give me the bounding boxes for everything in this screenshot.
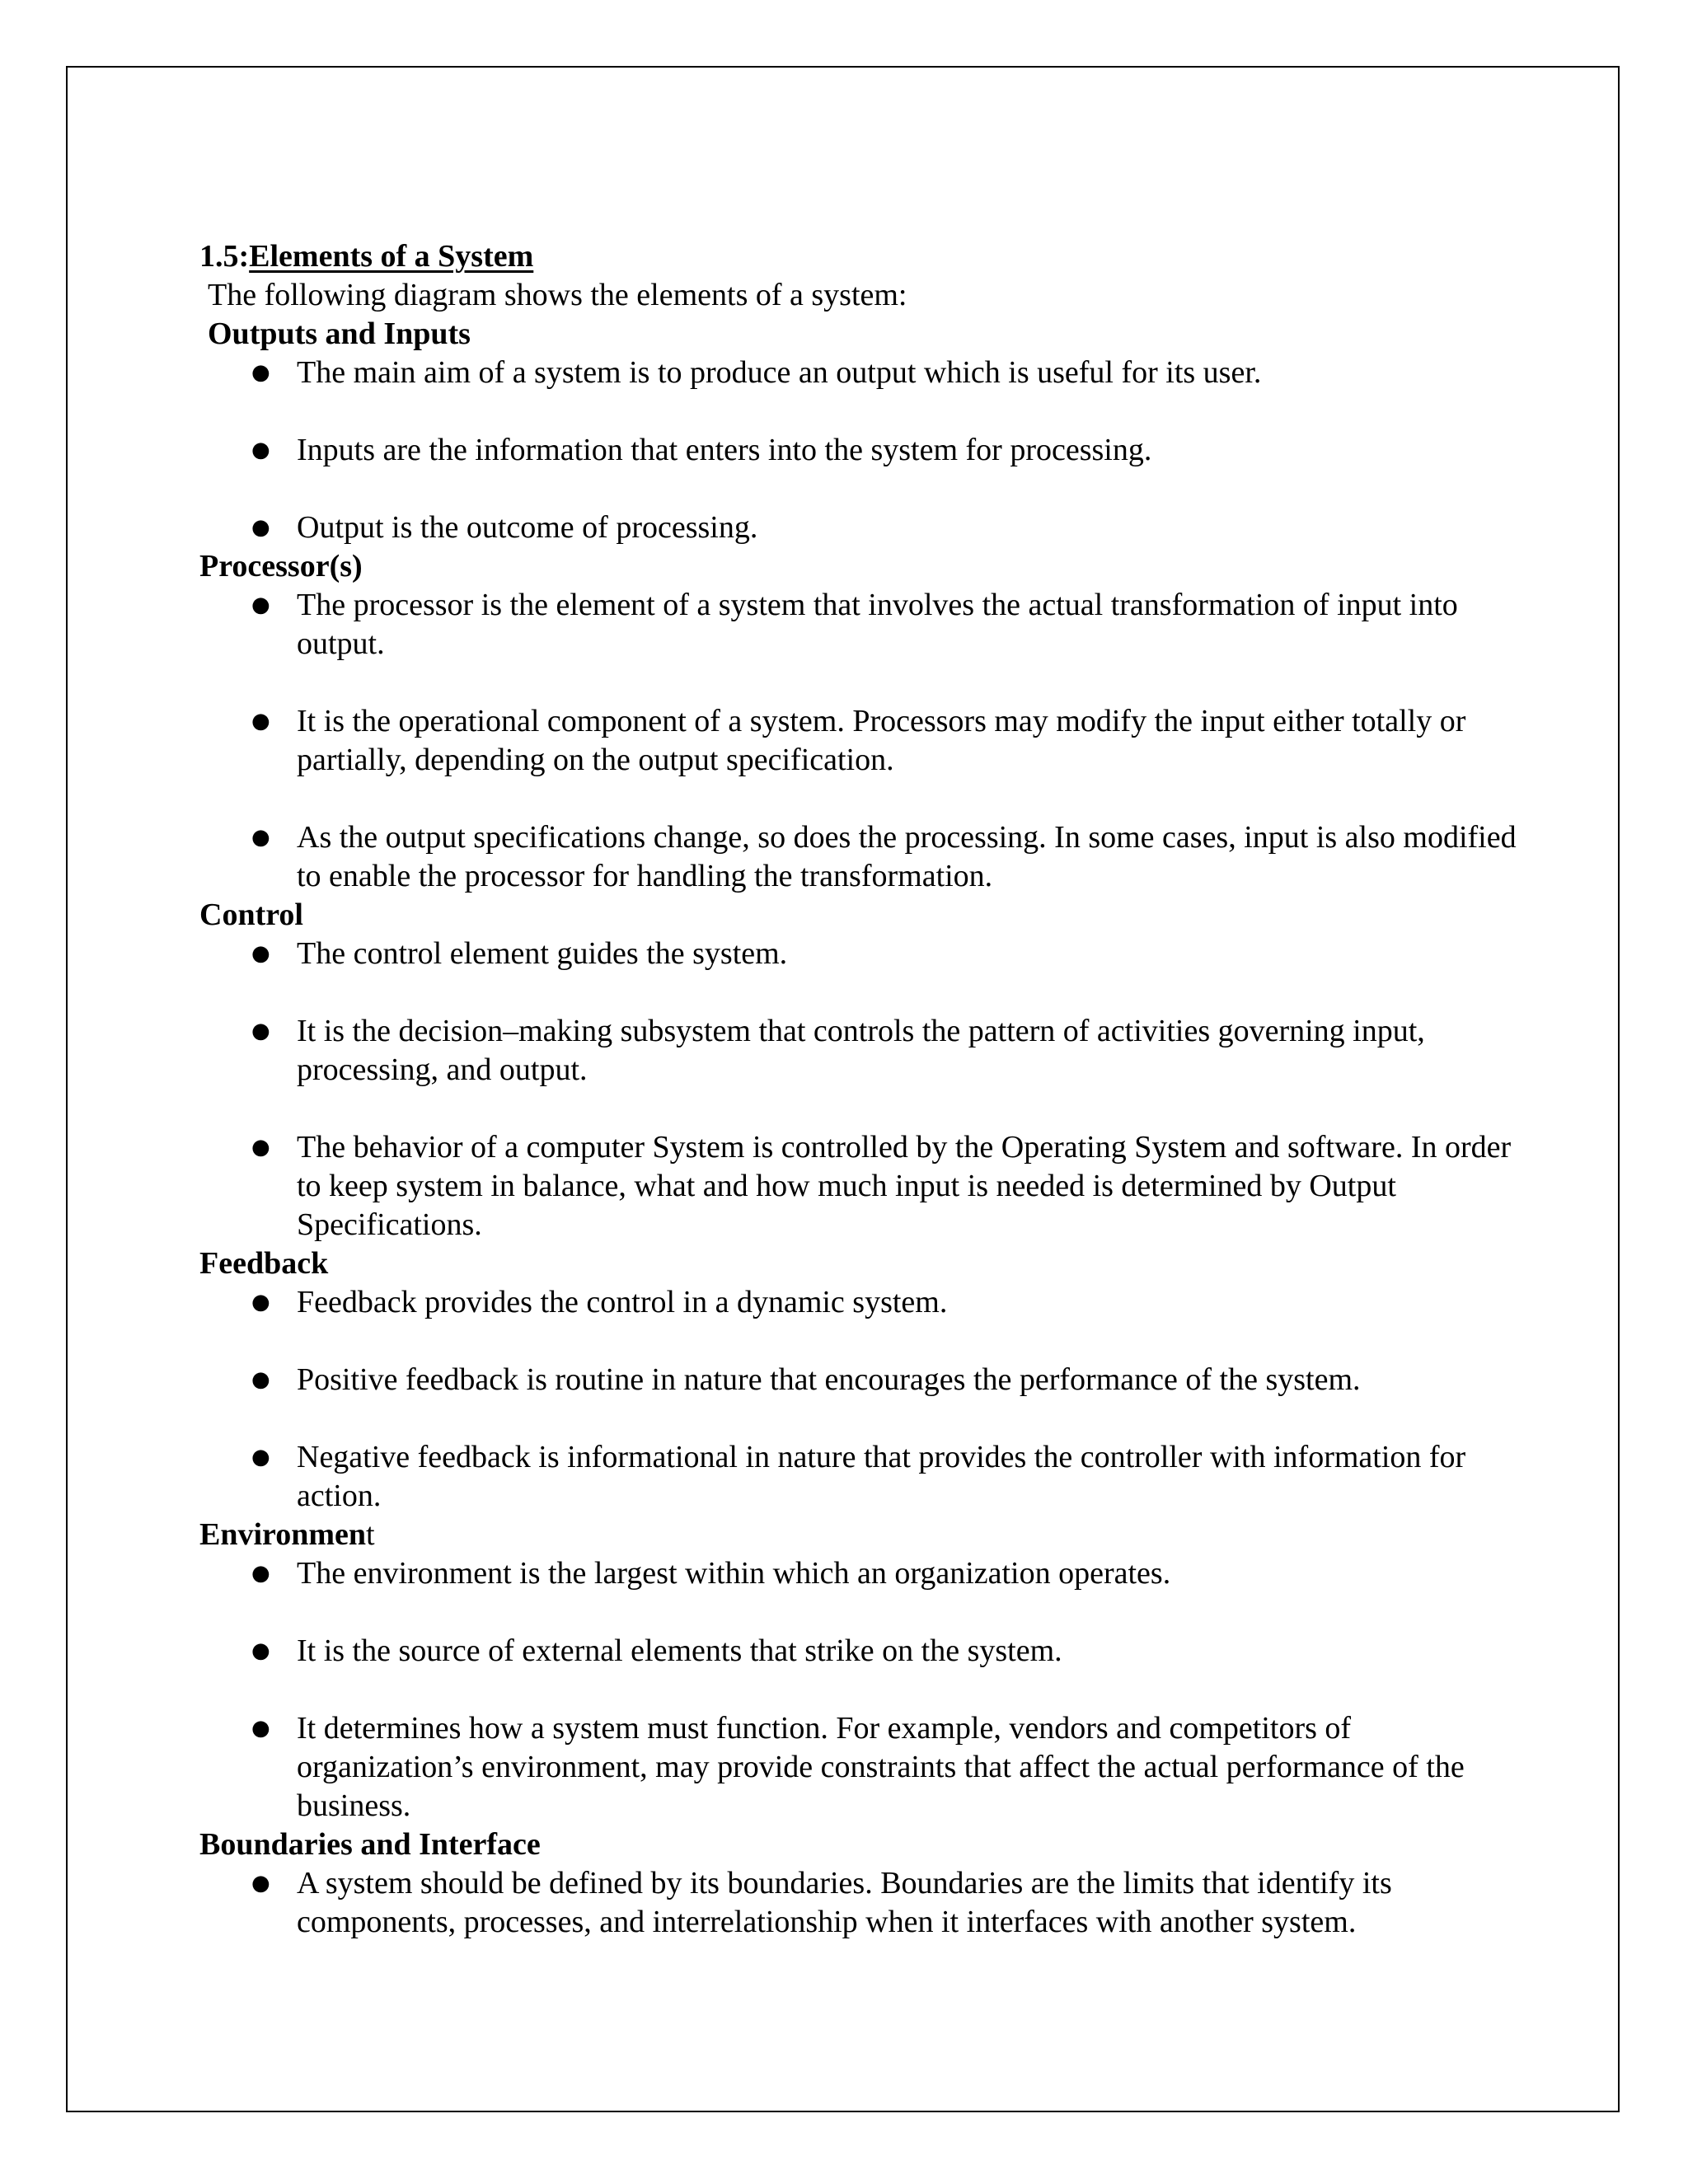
list-item (199, 1012, 1518, 1090)
bullet-icon: ● (251, 1367, 270, 1392)
bullet-icon: ● (251, 515, 270, 540)
list-item-text: Inputs are the information that enters into the system for processing. (297, 433, 1152, 467)
heading-environment-bold: Environmen (199, 1517, 367, 1552)
document-body (199, 237, 1518, 1942)
bullet-icon: ● (251, 825, 270, 850)
list-item-text: The control element guides the system. (297, 936, 788, 971)
list-outputs-inputs (199, 354, 1518, 547)
heading-environment (199, 1516, 1518, 1554)
bullet-icon: ● (251, 1135, 270, 1160)
section-title-text: Elements of a System (249, 239, 534, 274)
list-feedback (199, 1283, 1518, 1516)
bullet-icon: ● (251, 1445, 270, 1469)
section-number: 1.5: (199, 239, 250, 274)
list-item (199, 1709, 1518, 1825)
bullet-icon: ● (251, 1561, 270, 1586)
list-item (199, 702, 1518, 780)
list-item-text: Feedback provides the control in a dynamic system. (297, 1285, 948, 1319)
list-item (199, 1128, 1518, 1244)
list-item (199, 1283, 1518, 1322)
list-item-text: It is the decision–making subsystem that controls the pattern of activities governing input, processing, and output. (297, 1014, 1425, 1087)
bullet-icon: ● (251, 593, 270, 617)
list-item-text: Positive feedback is routine in nature that encourages the performance of the system. (297, 1362, 1361, 1397)
list-item (199, 935, 1518, 973)
bullet-icon: ● (251, 709, 270, 733)
bullet-icon: ● (251, 1871, 270, 1896)
list-boundaries-interface (199, 1864, 1518, 1942)
intro-text: The following diagram shows the elements of a system: (208, 278, 907, 312)
list-item (199, 354, 1518, 392)
list-item-text: The main aim of a system is to produce an output which is useful for its user. (297, 355, 1262, 390)
list-item-text: It is the source of external elements that strike on the system. (297, 1633, 1062, 1668)
list-control (199, 935, 1518, 1244)
list-item-text: A system should be defined by its boundaries. Boundaries are the limits that identify its components, processes, and interrelationship when it interfaces with another system. (297, 1866, 1392, 1939)
heading-outputs-inputs: Outputs and Inputs (208, 316, 471, 351)
list-item (199, 586, 1518, 663)
list-item (199, 1632, 1518, 1671)
bullet-icon: ● (251, 438, 270, 462)
bullet-icon: ● (251, 1290, 270, 1315)
list-item (199, 431, 1518, 470)
list-item-text: The environment is the largest within which an organization operates. (297, 1556, 1171, 1591)
list-item-text: The processor is the element of a system that involves the actual transformation of input into output. (297, 588, 1458, 661)
list-item-text: It is the operational component of a system. Processors may modify the input either totally or partially, depending on the output specification. (297, 704, 1466, 777)
list-item-text: As the output specifications change, so does the processing. In some cases, input is also modified to enable the processor for handling the transformation. (297, 820, 1517, 893)
bullet-icon: ● (251, 1716, 270, 1741)
list-environment (199, 1554, 1518, 1825)
section-title (199, 237, 1518, 276)
list-item (199, 1864, 1518, 1942)
bullet-icon: ● (251, 1638, 270, 1663)
list-item-text: The behavior of a computer System is controlled by the Operating System and software. In order to keep system in balance, what and how much input is needed is determined by Output Specifications. (297, 1130, 1512, 1242)
list-item (199, 509, 1518, 547)
list-processors (199, 586, 1518, 896)
heading-boundaries-interface: Boundaries and Interface (199, 1827, 541, 1862)
heading-processors: Processor(s) (199, 549, 363, 583)
bullet-icon: ● (251, 360, 270, 385)
list-item (199, 1361, 1518, 1399)
list-item-text: Output is the outcome of processing. (297, 510, 758, 545)
bullet-icon: ● (251, 1019, 270, 1043)
heading-control: Control (199, 898, 303, 932)
heading-feedback: Feedback (199, 1246, 329, 1281)
list-item (199, 818, 1518, 896)
heading-environment-tail: t (366, 1517, 375, 1552)
bullet-icon: ● (251, 941, 270, 966)
list-item-text: It determines how a system must function. For example, vendors and competitors of organization’s environment, may provide constraints that affect the actual performance of the business. (297, 1711, 1465, 1823)
list-item-text: Negative feedback is informational in nature that provides the controller with information for action. (297, 1440, 1466, 1513)
list-item (199, 1554, 1518, 1593)
list-item (199, 1438, 1518, 1516)
